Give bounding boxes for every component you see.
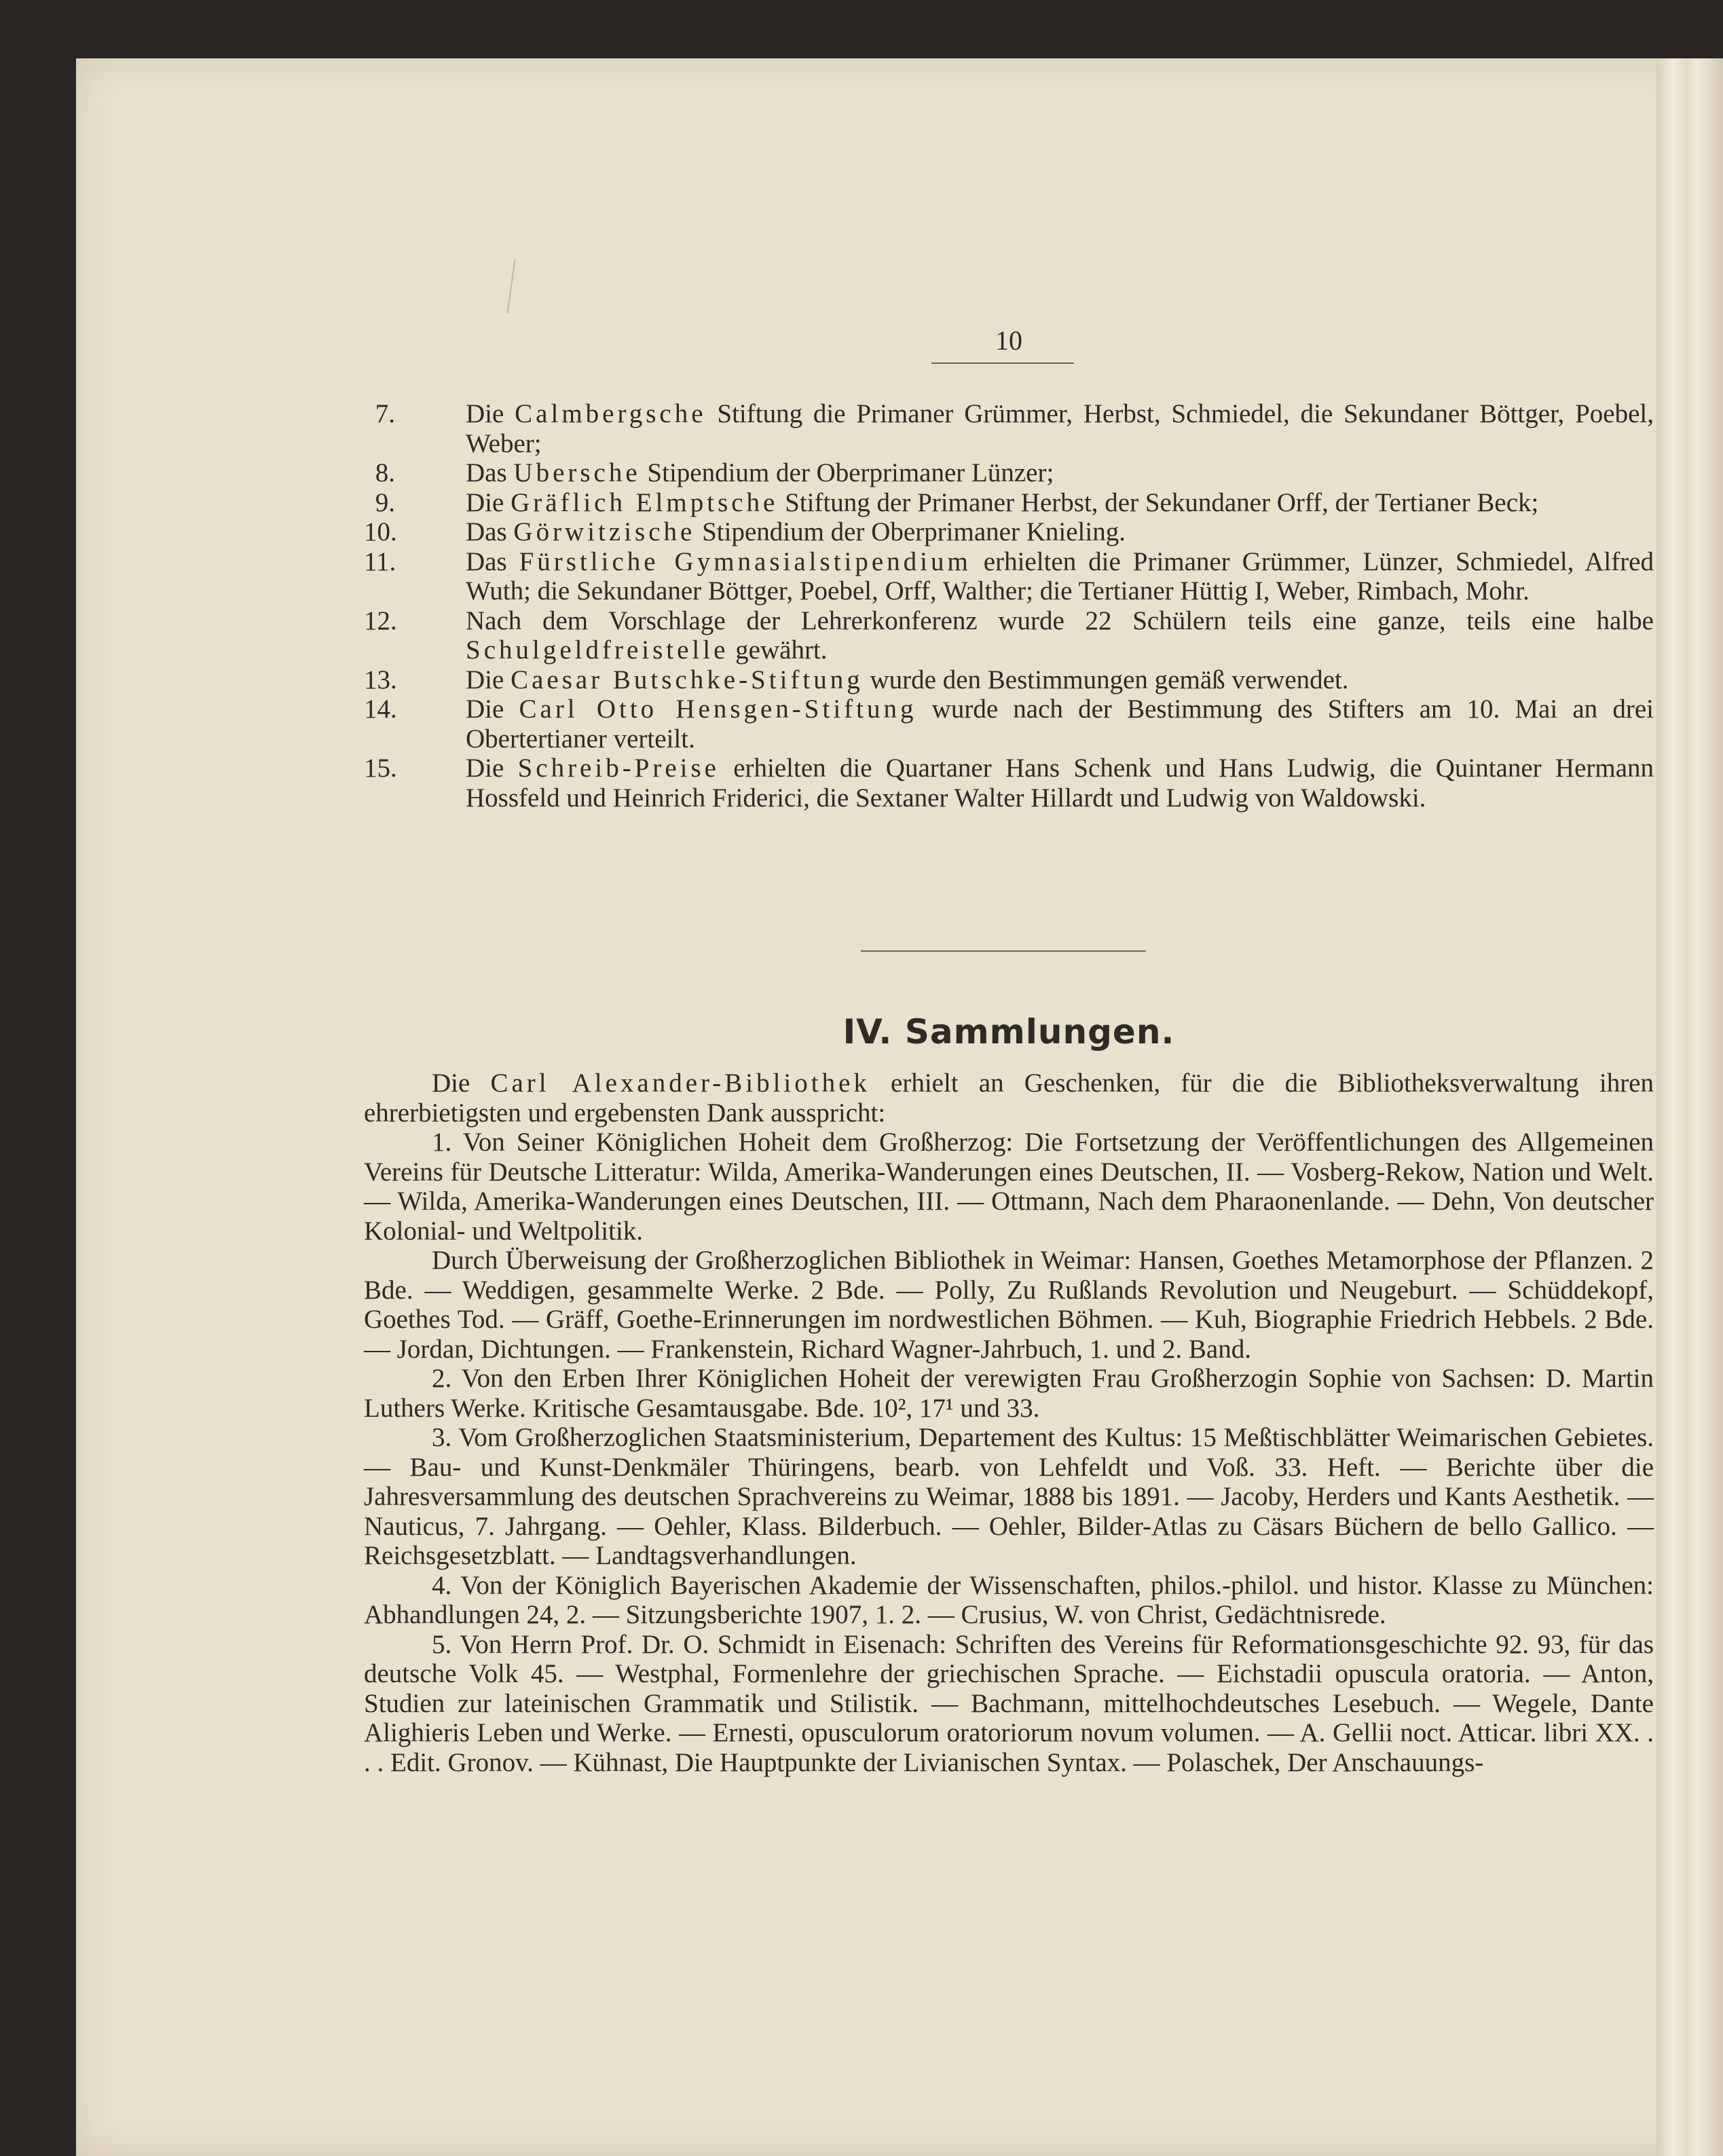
section-divider bbox=[861, 950, 1146, 952]
item-number: 15. bbox=[364, 754, 397, 783]
paragraph: 1. Von Seiner Königlichen Hoheit dem Großherzog: Die Fortsetzung der Veröffentlichungen des Allgemeinen Vereins für Deutsche Litteratur: Wilda, Amerika-Wanderungen eines Deutschen, II. — Vosberg-Rekow, Nation und Welt. — Wilda, Amerika-Wanderungen eines Deutschen, III. — Ottmann, Nach dem Pharaonenlande. — Dehn, Von deutscher Kolonial- und Weltpolitik. bbox=[364, 1128, 1654, 1246]
list-item: 8. Das Ubersche Stipendium der Oberprimaner Lünzer; bbox=[364, 458, 1654, 488]
endowment-list bbox=[364, 399, 1654, 813]
list-item: 14. Die Carl Otto Hensgen-Stiftung wurde nach der Bestimmung des Stifters am 10. Mai an drei Obertertianer verteilt. bbox=[364, 694, 1654, 754]
item-number: 8. bbox=[375, 458, 395, 487]
paragraph: 4. Von der Königlich Bayerischen Akademie der Wissenschaften, philos.-philol. und histor. Klasse zu München: Abhandlungen 24, 2. — Sitzungsberichte 1907, 1. 2. — Crusius, W. von Christ, Gedächtnisrede. bbox=[364, 1570, 1654, 1629]
intro-paragraph: Die Carl Alexander-Bibliothek erhielt an Geschenken, für die die Bibliotheksverwaltung ihren ehrerbietigsten und ergebensten Dank ausspricht: bbox=[364, 1068, 1654, 1128]
page-number-rule bbox=[931, 363, 1074, 364]
item-number: 10. bbox=[364, 517, 397, 546]
collections-text bbox=[364, 1068, 1654, 1777]
item-number: 14. bbox=[364, 694, 397, 724]
list-item: 10. Das Görwitzische Stipendium der Oberprimaner Knieling. bbox=[364, 517, 1126, 546]
paragraph: Durch Überweisung der Großherzoglichen Bibliothek in Weimar: Hansen, Goethes Metamorphose der Pflanzen. 2 Bde. — Weddigen, gesammelte Werke. 2 Bde. — Polly, Zu Rußlands Revolution und Neugeburt. — Schüddekopf, Goethes Tod. — Gräff, Goethe-Erinnerungen im nordwestlichen Böhmen. — Kuh, Biographie Friedrich Hebbels. 2 Bde. — Jordan, Dichtungen. — Frankenstein, Richard Wagner-Jahrbuch, 1. und 2. Band. bbox=[364, 1246, 1654, 1364]
item-number: 12. bbox=[364, 606, 397, 635]
item-number: 13. bbox=[364, 665, 397, 694]
list-item: 15. Die Schreib-Preise erhielten die Quartaner Hans Schenk und Hans Ludwig, die Quintaner Hermann Hossfeld und Heinrich Friderici, die Sextaner Walter Hillardt und Ludwig von Waldowski. bbox=[364, 754, 1654, 813]
book-page bbox=[76, 58, 1692, 2156]
item-number: 11. bbox=[364, 546, 396, 576]
list-item: 12. Nach dem Vorschlage der Lehrerkonferenz wurde 22 Schülern teils eine ganze, teils eine halbe Schulgeldfreistelle gewährt. bbox=[364, 606, 1654, 665]
page-number: 10 bbox=[995, 325, 1022, 356]
list-item: 7. Die Calmbergsche Stiftung die Primaner Grümmer, Herbst, Schmiedel, die Sekundaner Böttger, Poebel, Weber; bbox=[364, 399, 1654, 458]
paragraph: 2. Von den Erben Ihrer Königlichen Hoheit der verewigten Frau Großherzogin Sophie von Sachsen: D. Martin Luthers Werke. Kritische Gesamtausgabe. Bde. 10², 17¹ und 33. bbox=[364, 1364, 1654, 1423]
pencil-mark bbox=[506, 259, 519, 314]
item-number: 9. bbox=[375, 487, 395, 517]
section-heading: IV. Sammlungen. bbox=[842, 1012, 1175, 1052]
list-item: 11. Das Fürstliche Gymnasialstipendium erhielten die Primaner Grümmer, Lünzer, Schmiedel, Alfred Wuth; die Sekundaner Böttger, Poebel, Orff, Walther; die Tertianer Hüttig I, Weber, Rimbach, Mohr. bbox=[364, 546, 1654, 606]
page-edge bbox=[1656, 58, 1723, 2156]
paragraph: 3. Vom Großherzoglichen Staatsministerium, Departement des Kultus: 15 Meßtischblätter Weimarischen Gebietes. — Bau- und Kunst-Denkmäler Thüringens, bearb. von Lehfeldt und Voß. 33. Heft. — Berichte über die Jahresversammlung des deutschen Sprachvereins zu Weimar, 1888 bis 1891. — Jacoby, Herders und Kants Aesthetik. — Nauticus, 7. Jahrgang. — Oehler, Klass. Bilderbuch. — Oehler, Bilder-Atlas zu Cäsars Büchern de bello Gallico. — Reichsgesetzblatt. — Landtagsverhandlungen. bbox=[364, 1423, 1654, 1570]
item-number: 7. bbox=[375, 399, 395, 428]
list-item: 9. Die Gräflich Elmptsche Stiftung der Primaner Herbst, der Sekundaner Orff, der Tertianer Beck; bbox=[364, 488, 1654, 518]
paragraph: 5. Von Herrn Prof. Dr. O. Schmidt in Eisenach: Schriften des Vereins für Reformationsgeschichte 92. 93, für das deutsche Volk 45. — Westphal, Formenlehre der griechischen Sprache. — Eichstadii opuscula oratoria. — Anton, Studien zur lateinischen Grammatik und Stilistik. — Bachmann, mittelhochdeutsches Lesebuch. — Wegele, Dante Alighieris Leben und Werke. — Ernesti, opusculorum oratoriorum novum volumen. — A. Gellii noct. Atticar. libri XX. . . . Edit. Gronov. — Kühnast, Die Hauptpunkte der Livianischen Syntax. — Polaschek, Der Anschauungs- bbox=[364, 1629, 1654, 1777]
list-item: 13. Die Caesar Butschke-Stiftung wurde den Bestimmungen gemäß verwendet. bbox=[364, 665, 1349, 694]
